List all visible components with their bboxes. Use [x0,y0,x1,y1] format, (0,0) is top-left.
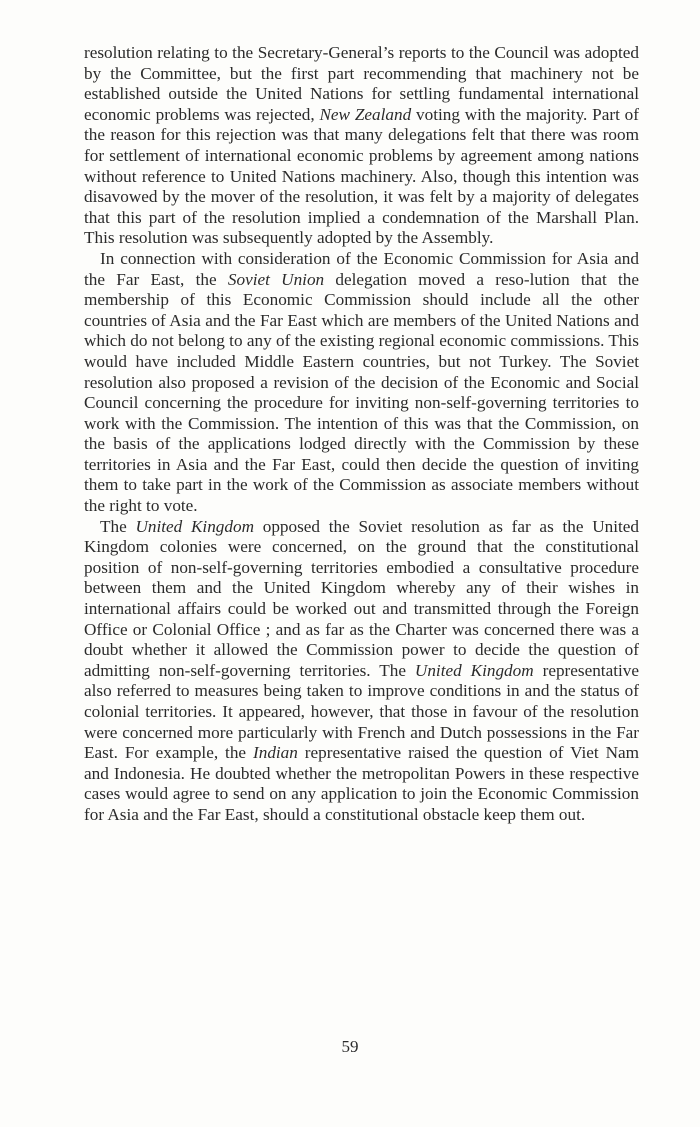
paragraph-1-text-2: voting with the majority. Part of the reason for this rejection was that many delegations felt that there was room for settlement of international economic problems by agreement among nations without reference to United Nations machinery. Also, though this intention was disavowed by the mover of the resolution, it was felt by a majority of delegates that this part of the resolution implied a condemnation of the Marshall Plan. This resolution was subsequently adopted by the Assembly. [84,104,639,248]
page-number: 59 [341,1037,359,1056]
paragraph-2 [84,249,639,517]
country-new-zealand: New Zealand [319,104,412,124]
body-text [84,43,639,826]
paragraph-1 [84,43,639,249]
paragraph-3-text-3: representative also referred to measures being taken to improve conditions in and the status of colonial territories. It appeared, however, that those in favour of the resolution were concerned more particularly with French and Dutch possessions in the Far East. For example, the [84,660,639,763]
country-soviet-union: Soviet Union [227,269,325,289]
paragraph-3 [84,517,639,826]
paragraph-2-text-1: In connection with consideration of the Economic Commission for Asia and the Far East, the [84,248,639,289]
paragraph-3-text-4: representative raised the question of Viet Nam and Indonesia. He doubted whether the metropolitan Powers in these respective cases would agree to send on any application to join the Economic Commission for Asia and the Far East, should a constitutional obstacle keep them out. [84,743,640,824]
paragraph-3-text-1: The [100,516,136,536]
country-united-kingdom-1: United Kingdom [135,516,254,536]
paragraph-3-text-2: opposed the Soviet resolution as far as the United Kingdom colonies were concerned, on the ground that the constitutional position of non-self-governing territories embodied a consultative procedure between them and the United Kingdom whereby any of their wishes in international affairs could be worked out and transmitted through the Foreign Office or Colonial Office ; and as far as the Charter was concerned there was a doubt whether it allowed the Commission power to decide the question of admitting non-self-governing territories. The [84,516,639,680]
country-united-kingdom-2: United Kingdom [414,660,534,680]
paragraph-2-text-2: delegation moved a reso-lution that the membership of this Economic Commission should include all the other countries of Asia and the Far East which are members of the United Nations and which do not belong to any of the existing regional economic commissions. This would have included Middle Eastern countries, but not Turkey. The Soviet resolution also proposed a revision of the decision of the Economic and Social Council concerning the procedure for inviting non-self-governing territories to work with the Commission. The intention of this was that the Commission, on the basis of the applications lodged directly with the Commission by these territories in Asia and the Far East, could then decide the question of inviting them to take part in the work of the Commission as associate members without the right to vote. [84,269,640,516]
paragraph-1-text-1: resolution relating to the Secretary-General’s reports to the Council was adopted by the Committee, but the first part recommending that machinery not be established outside the United Nations for settling fundamental international economic problems was rejected, [84,43,639,124]
country-indian: Indian [253,743,298,763]
